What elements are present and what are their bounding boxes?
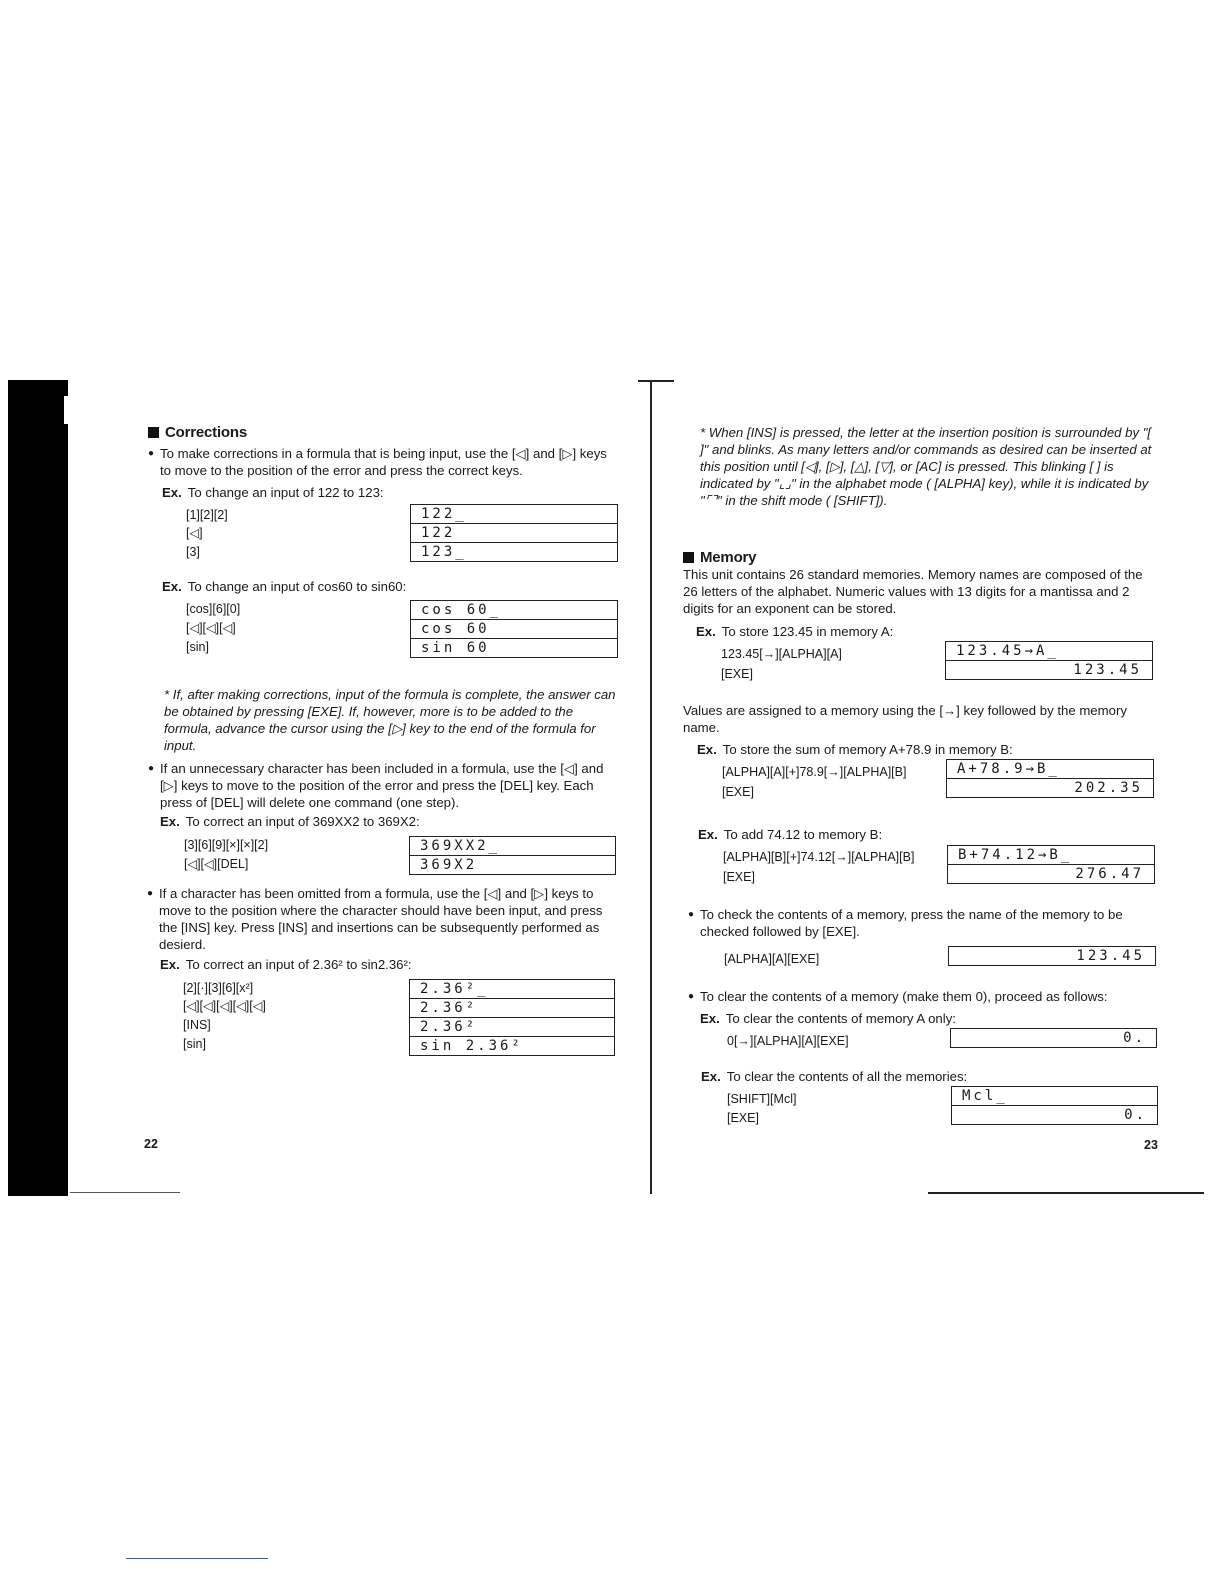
example-4-title: Ex. To correct an input of 2.36² to sin2.36²: — [160, 957, 412, 972]
key-sequence: [1][2][2] — [186, 508, 228, 522]
memory-example-2-title: Ex. To store the sum of memory A+78.9 in memory B: — [697, 742, 1013, 757]
example-1-title: Ex. To change an input of 122 to 123: — [162, 485, 384, 500]
key-sequence: [ALPHA][A][EXE] — [724, 952, 820, 966]
key-sequence: [3][6][9][×][×][2] — [184, 838, 269, 852]
calculator-display — [409, 979, 615, 1056]
corrections-heading: Corrections — [148, 424, 247, 441]
display-line: sin 2.36² — [410, 1036, 614, 1055]
scan-shadow — [8, 380, 68, 1196]
key-sequence: [EXE] — [723, 870, 755, 884]
memory-example-3-title: Ex. To add 74.12 to memory B: — [698, 827, 883, 842]
display-line: 276.47 — [948, 864, 1154, 883]
square-bullet-icon — [148, 427, 159, 438]
key-sequence: [◁][◁][DEL] — [184, 857, 249, 871]
display-line: B+74.12→B_ — [958, 847, 1073, 863]
display-line: cos 60 — [411, 619, 617, 638]
memory-example-4-title: Ex. To clear the contents of memory A only: — [700, 1011, 956, 1026]
memory-heading: Memory — [683, 549, 756, 566]
insert-note: * When [INS] is pressed, the letter at the insertion position is surrounded by "[ ]" and blinks. As many letters and/or commands as desired can be inserted at this position until [◁], [▷], [△], [▽], or [AC] is pressed. This blinking [ ] is indicated by "⌞⌟" in the alphabet mode ( [ALPHA] key), while it is indicated by "⌜⌝" in the shift mode ( [SHIFT]). — [700, 425, 1152, 508]
key-sequence: [◁] — [186, 526, 203, 540]
display-line: 2.36² — [410, 998, 614, 1017]
delete-paragraph: ● If an unnecessary character has been included in a formula, use the [◁] and [▷] keys to move to the position of the error and press the [DEL] key. Each press of [DEL] will delete one command (one step). — [160, 760, 618, 811]
display-line: 2.36² — [410, 1017, 614, 1036]
calculator-display — [946, 759, 1154, 798]
calculator-display — [948, 946, 1156, 966]
memory-example-1-title: Ex. To store 123.45 in memory A: — [696, 624, 894, 639]
display-line: 202.35 — [947, 778, 1153, 797]
display-line: Mcl_ — [962, 1088, 1008, 1104]
calculator-display — [410, 504, 618, 562]
display-line: 123.45→A_ — [956, 643, 1059, 659]
display-line: 0. — [952, 1105, 1157, 1124]
display-line: 2.36²_ — [420, 981, 489, 997]
calculator-display — [945, 641, 1153, 680]
key-sequence: [cos][6][0] — [186, 602, 241, 616]
key-sequence: [SHIFT][Mcl] — [727, 1092, 797, 1106]
calculator-display — [947, 845, 1155, 884]
example-2-title: Ex. To change an input of cos60 to sin60: — [162, 579, 407, 594]
display-line: 123_ — [411, 542, 617, 561]
page-number: 23 — [1144, 1138, 1158, 1152]
page-number: 22 — [144, 1137, 158, 1151]
calculator-display — [410, 600, 618, 658]
key-sequence: [2][·][3][6][x²] — [183, 981, 254, 995]
memory-example-5-title: Ex. To clear the contents of all the memories: — [701, 1069, 968, 1084]
gutter-rule — [650, 382, 652, 1194]
calculator-display — [950, 1028, 1157, 1048]
bottom-rule — [70, 1192, 180, 1193]
display-line: 122_ — [421, 506, 467, 522]
key-sequence: [EXE] — [722, 785, 754, 799]
display-line: 369X2 — [410, 855, 615, 874]
display-line: A+78.9→B_ — [957, 761, 1060, 777]
gutter-hook — [638, 380, 674, 382]
bottom-rule — [928, 1192, 1204, 1194]
key-sequence: [◁][◁][◁] — [186, 621, 236, 635]
key-sequence: [ALPHA][B][+]74.12[→][ALPHA][B] — [723, 850, 915, 864]
key-sequence: 123.45[→][ALPHA][A] — [721, 647, 842, 661]
key-sequence: [INS] — [183, 1018, 211, 1032]
display-line: 369XX2_ — [420, 838, 501, 854]
square-bullet-icon — [683, 552, 694, 563]
memory-intro: This unit contains 26 standard memories. Memory names are composed of the 26 letters of the alphabet. Numeric values with 13 digits for a mantissa and 2 digits for an exponent can be stored. — [683, 567, 1143, 616]
display-line: cos 60_ — [421, 602, 502, 618]
key-sequence: [ALPHA][A][+]78.9[→][ALPHA][B] — [722, 765, 907, 779]
key-sequence: [EXE] — [727, 1111, 759, 1125]
clear-paragraph: ● To clear the contents of a memory (make them 0), proceed as follows: — [700, 988, 1154, 1005]
insert-paragraph: ● If a character has been omitted from a formula, use the [◁] and [▷] keys to move to the position where the character should have been input, and press the [INS] key. Press [INS] and insertions can be subsequently performed as desierd. — [159, 885, 617, 953]
display-line: 123.45 — [1076, 948, 1145, 964]
key-sequence: [sin] — [183, 1037, 206, 1051]
display-line: sin 60 — [411, 638, 617, 657]
link-underline — [126, 1558, 268, 1559]
key-sequence: [3] — [186, 545, 200, 559]
display-line: 0. — [1123, 1030, 1146, 1046]
key-sequence: [EXE] — [721, 667, 753, 681]
display-line: 122 — [411, 523, 617, 542]
key-sequence: [◁][◁][◁][◁][◁] — [183, 999, 266, 1013]
calculator-display — [409, 836, 616, 875]
key-sequence: 0[→][ALPHA][A][EXE] — [727, 1034, 849, 1048]
corrections-intro: ● To make corrections in a formula that is being input, use the [◁] and [▷] keys to move to the position of the error and press the correct keys. — [160, 445, 620, 479]
example-3-title: Ex. To correct an input of 369XX2 to 369X2: — [160, 814, 420, 829]
check-paragraph: ● To check the contents of a memory, press the name of the memory to be checked followed by [EXE]. — [700, 906, 1154, 940]
calculator-display — [951, 1086, 1158, 1125]
assign-paragraph: Values are assigned to a memory using the [→] key followed by the memory name. — [683, 703, 1127, 735]
display-line: 123.45 — [946, 660, 1152, 679]
scan-notch — [64, 396, 72, 424]
corrections-note: * If, after making corrections, input of the formula is complete, the answer can be obtained by pressing [EXE]. If, however, more is to be added to the formula, advance the cursor using the [▷] key to the end of the formula for input. — [164, 687, 616, 753]
key-sequence: [sin] — [186, 640, 209, 654]
